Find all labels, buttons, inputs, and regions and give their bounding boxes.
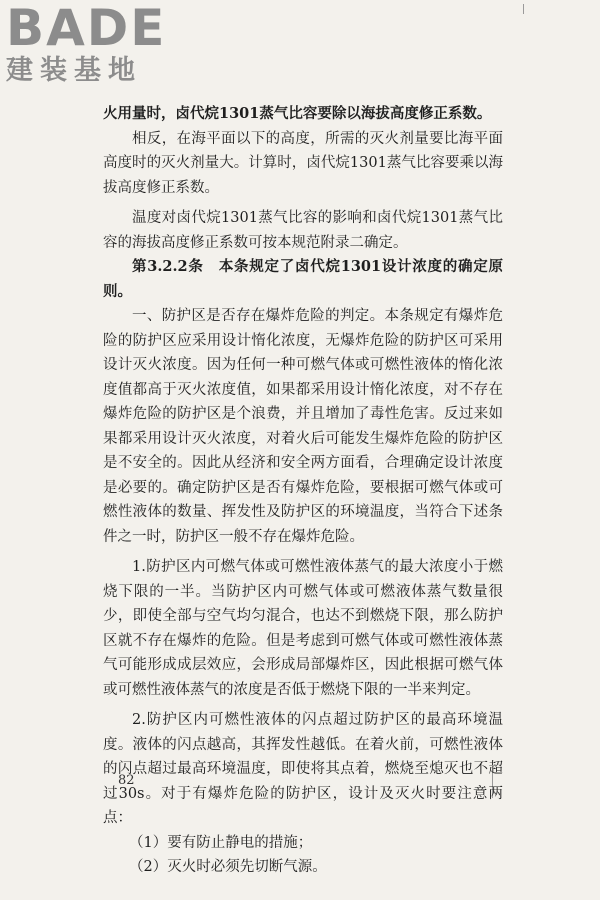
watermark-brand: BADE [6,0,167,57]
list-item: （1）要有防止静电的措施； [129,834,313,851]
paragraph: 相反，在海平面以下的高度，所需的灭火剂量要比海平面高度时的灭火剂量大。计算时，卤代烷1301蒸气比容要乘以海拔高度修正系数。 [103,130,503,196]
paragraph: 2.防护区内可燃性液体的闪点超过防护区的最高环境温度。液体的闪点越高，其挥发性越低。在着火前，可燃性液体的闪点超过最高环境温度，即使将其点着，燃烧至熄灭也不超过30s。对于有爆炸危险的防护区，设计及灭火时要注意两点： [103,712,503,826]
scan-mark [523,4,524,14]
article-heading: 第3.2.2条 本条规定了卤代烷1301设计浓度的确定原则。 [103,258,503,300]
list-item: （2）灭火时必须先切断气源。 [129,859,327,875]
page-number: 82 [118,773,135,788]
watermark-subtitle: 建装基地 [6,55,142,86]
body-text [103,102,503,880]
paragraph-continuation: 火用量时，卤代烷1301蒸气比容要除以海拔高度修正系数。 [103,105,492,122]
paragraph: 1.防护区内可燃气体或可燃性液体蒸气的最大浓度小于燃烧下限的一半。当防护区内可燃气体或可燃液体蒸气数量很少，即使全部与空气均匀混合，也达不到燃烧下限，那么防护区就不存在爆炸的危险。但是考虑到可燃气体或可燃性液体蒸气可能形成成层效应，会形成局部爆炸区，因此根据可燃气体或可燃性液体蒸气的浓度是否低于燃烧下限的一半来判定。 [103,559,503,698]
paragraph: 一、防护区是否存在爆炸危险的判定。本条规定有爆炸危险的防护区应采用设计惰化浓度，无爆炸危险的防护区可采用设计灭火浓度。因为任何一种可燃气体或可燃性液体的惰化浓度值都高于灭火浓度值，如果都采用设计惰化浓度，对不存在爆炸危险的防护区是个浪费，并且增加了毒性危害。反过来如果都采用设计灭火浓度，对着火后可能发生爆炸危险的防护区是不安全的。因此从经济和安全两方面看，合理确定设计浓度是必要的。确定防护区是否有爆炸危险，要根据可燃气体或可燃性液体的数量、挥发性及防护区的环境温度，当符合下述条件之一时，防护区一般不存在爆炸危险。 [103,308,503,545]
watermark-logo [6,2,181,94]
paragraph: 温度对卤代烷1301蒸气比容的影响和卤代烷1301蒸气比容的海拔高度修正系数可按本规范附录二确定。 [103,210,503,251]
